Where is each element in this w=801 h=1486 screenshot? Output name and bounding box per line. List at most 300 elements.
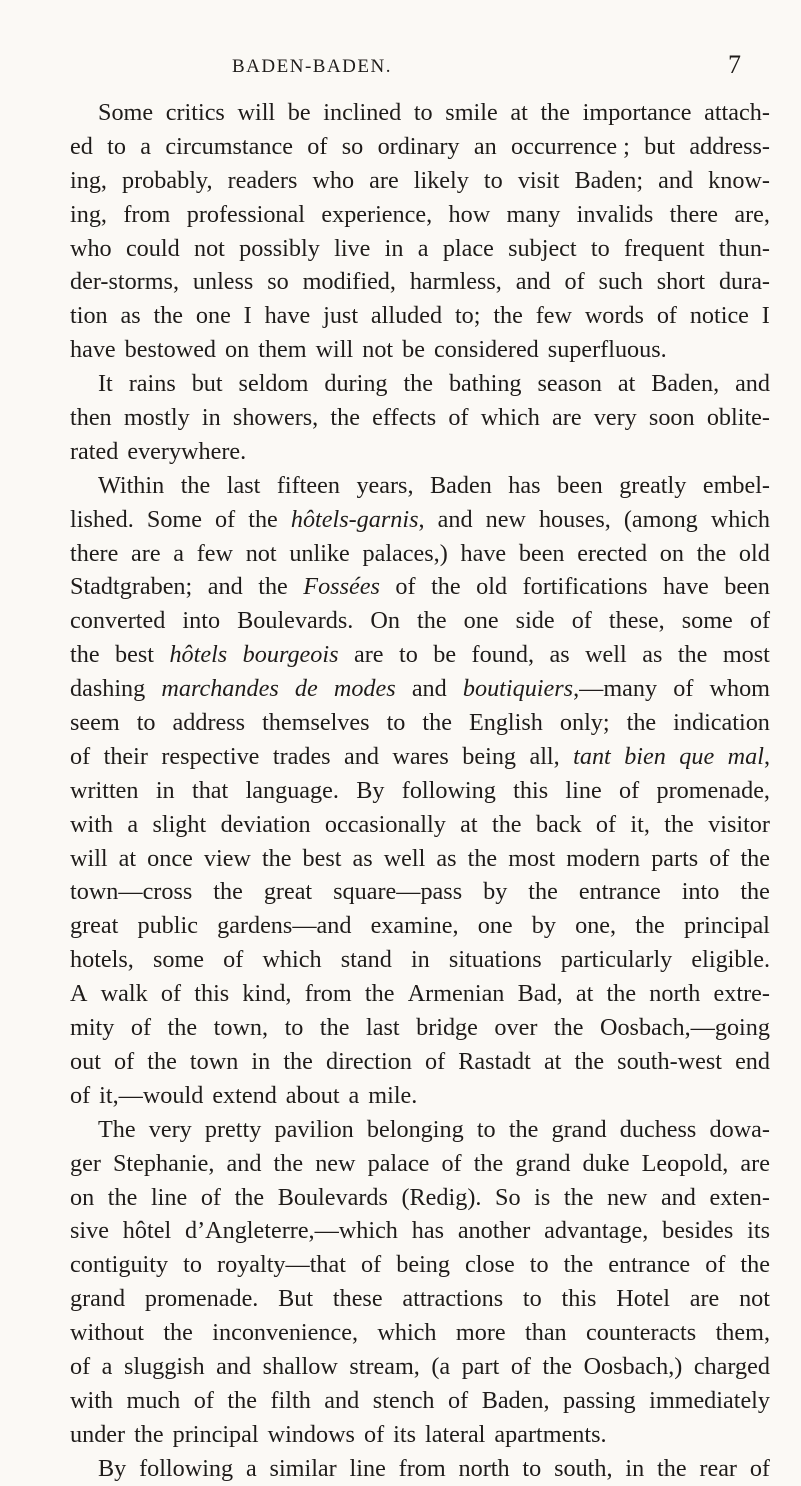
word: to (107, 132, 126, 160)
word: great (263, 878, 313, 906)
word: north (649, 980, 701, 1008)
word: occurrence ; (510, 132, 630, 160)
word: a (127, 810, 139, 838)
word: duke (582, 1149, 630, 1177)
word: these, (608, 607, 665, 635)
word: one (477, 912, 513, 940)
word: erected (577, 539, 648, 567)
word: into (681, 878, 720, 906)
word: are (552, 404, 582, 432)
word: of (425, 1047, 446, 1075)
word: a (140, 132, 152, 160)
word: and (207, 573, 243, 601)
word: with (70, 1386, 114, 1414)
word: hôtel (122, 1217, 172, 1245)
text-line (70, 570, 770, 604)
word: end (735, 1047, 770, 1075)
word: not (362, 336, 394, 364)
word: been (724, 573, 770, 601)
word: harmless, (409, 268, 502, 296)
word: a (101, 1352, 113, 1380)
word: there (669, 200, 718, 228)
word: this (194, 980, 230, 1008)
word: sluggish (123, 1352, 205, 1380)
word: not (193, 234, 225, 262)
word: could (125, 234, 180, 262)
word: live (334, 234, 371, 262)
word: and (411, 675, 447, 703)
word: similar (269, 1454, 337, 1482)
word: public (137, 912, 198, 940)
word: new (315, 1149, 356, 1177)
word: examine, (370, 912, 459, 940)
word: considered (434, 336, 539, 364)
word: few (535, 302, 572, 330)
word: modified, (302, 268, 396, 296)
word: who (312, 166, 355, 194)
word: the (563, 1183, 594, 1211)
word: old (476, 573, 508, 601)
word: of (656, 302, 677, 330)
text-line (70, 469, 770, 503)
word: address- (689, 132, 770, 160)
word: all, (529, 742, 560, 770)
text-line (70, 943, 770, 977)
word: of (70, 742, 91, 770)
word: Boulevards (277, 1183, 388, 1211)
word: new (485, 505, 526, 533)
text-line (70, 1079, 770, 1113)
word: north (458, 1454, 510, 1482)
word: without (70, 1319, 144, 1347)
word: from (123, 200, 171, 228)
word: which (480, 404, 540, 432)
word: be (433, 641, 457, 669)
running-head (0, 50, 801, 86)
word: just (323, 302, 359, 330)
word: contiguity (70, 1251, 169, 1279)
word: grand (515, 1149, 571, 1177)
word: written (70, 776, 139, 804)
word: the (147, 1047, 177, 1075)
word: the (542, 1352, 573, 1380)
word: town (189, 1047, 239, 1075)
word: grand (70, 1285, 126, 1313)
word: are (740, 1149, 770, 1177)
word: are (369, 166, 399, 194)
word: occasionally (324, 810, 446, 838)
word: as (352, 844, 373, 872)
word: (among (623, 505, 698, 533)
word: the (283, 1047, 313, 1075)
word: who (70, 234, 112, 262)
word: to (590, 234, 610, 262)
word: well (585, 641, 627, 669)
word: will (237, 99, 276, 126)
word: the (234, 1183, 265, 1211)
word: and (344, 742, 379, 770)
word: its (747, 1217, 770, 1245)
word: a (348, 1081, 360, 1109)
word: the (364, 980, 395, 1008)
word: but (644, 132, 676, 160)
word: of (595, 810, 617, 838)
word: invalids (576, 200, 654, 228)
text-line (70, 265, 770, 299)
text-line (70, 638, 770, 672)
word: the (740, 1251, 770, 1279)
word: trades (272, 742, 331, 770)
word: de (294, 675, 318, 703)
word: to (529, 1251, 549, 1279)
word: lateral (424, 1420, 486, 1448)
word: mal, (727, 742, 770, 770)
word: soon (648, 404, 695, 432)
text-line (70, 198, 770, 232)
text-line (70, 1350, 770, 1384)
word: the (70, 641, 100, 669)
word: dowa- (709, 1115, 770, 1143)
word: Stephanie, (112, 1149, 215, 1177)
word: Hotel (616, 1285, 670, 1313)
word: besides (662, 1217, 734, 1245)
text-line (70, 130, 770, 164)
word: situations (448, 946, 542, 974)
word: dashing (70, 675, 146, 703)
word: as (642, 641, 663, 669)
word: The (98, 1115, 136, 1143)
word: to (413, 99, 433, 126)
word: professional (186, 200, 305, 228)
word: its (393, 1420, 416, 1448)
word: extend (212, 1081, 277, 1109)
word: filth (270, 1386, 311, 1414)
word: and (216, 1352, 252, 1380)
word: out (70, 1047, 101, 1075)
word: in (155, 776, 175, 804)
word: But (278, 1285, 314, 1313)
text-line (70, 503, 770, 537)
word: notice (689, 302, 749, 330)
word: que (679, 742, 715, 770)
word: words (584, 302, 644, 330)
word: them, (715, 1319, 770, 1347)
word: rains (128, 370, 176, 398)
word: palace (367, 1149, 430, 1177)
word: are, (734, 200, 770, 228)
word: modern (566, 844, 641, 872)
word: to (522, 1285, 542, 1313)
word: the (626, 709, 657, 737)
word: has (411, 1217, 444, 1245)
word: the (261, 844, 292, 872)
word: know- (708, 166, 770, 194)
word: kind, (242, 980, 292, 1008)
word: of (673, 675, 694, 703)
word: superfluous. (547, 336, 667, 364)
word: of (510, 1352, 531, 1380)
word: Some (146, 505, 202, 533)
word: direction (325, 1047, 412, 1075)
word: address (172, 709, 246, 737)
word: of (619, 776, 640, 804)
word: the (467, 844, 498, 872)
word: much (126, 1386, 181, 1414)
word: attach- (704, 99, 770, 126)
word: alluded (370, 302, 443, 330)
word: ing, (70, 166, 107, 194)
word: apartments. (494, 1420, 607, 1448)
word: old (738, 539, 770, 567)
word: tant (573, 742, 611, 770)
word: in (625, 1454, 645, 1482)
word: a (245, 1454, 257, 1482)
text-line (70, 672, 770, 706)
word: one (195, 302, 231, 330)
word: the (606, 980, 637, 1008)
running-head-title: BADEN-BADEN. (232, 56, 392, 77)
word: Leopold, (641, 1149, 729, 1177)
word: some (681, 607, 733, 635)
word: view (203, 844, 251, 872)
word: this (561, 1285, 597, 1313)
word: palaces,) (362, 539, 448, 567)
word: the (493, 302, 523, 330)
text-line (70, 232, 770, 266)
word: Some (98, 99, 154, 126)
word: the (258, 573, 288, 601)
word: by (531, 912, 556, 940)
word: from (398, 1454, 446, 1482)
word: of (749, 607, 770, 635)
word: are (689, 1285, 720, 1313)
text-line (70, 1113, 770, 1147)
word: in (384, 234, 404, 262)
word: be (402, 336, 425, 364)
word: seem (70, 709, 120, 737)
word: promenade, (656, 776, 770, 804)
word: pretty (204, 1115, 262, 1143)
word: best (302, 844, 342, 872)
word: indication (673, 709, 770, 737)
word: their (103, 742, 148, 770)
word: the (319, 1014, 350, 1042)
word: possibly (239, 234, 320, 262)
word: the (248, 505, 278, 533)
word: unlike (289, 539, 350, 567)
text-line (70, 977, 770, 1011)
word: of (705, 1251, 726, 1279)
word: stream, (349, 1352, 420, 1380)
word: found, (471, 641, 535, 669)
word: Bad, (517, 980, 563, 1008)
word: but (191, 370, 223, 398)
word: walk (100, 980, 148, 1008)
word: the (657, 1454, 687, 1482)
word: ed (70, 132, 93, 160)
text-line (70, 1282, 770, 1316)
word: the (227, 1386, 257, 1414)
word: south-west (617, 1047, 722, 1075)
word: the (508, 1115, 539, 1143)
word: principal (172, 1420, 259, 1448)
word: showers, (232, 404, 319, 432)
word: very (593, 404, 637, 432)
word: royalty—that (217, 1251, 346, 1279)
word: (a (431, 1352, 451, 1380)
word: have (264, 302, 311, 330)
word: and (515, 268, 551, 296)
word: fortifications (522, 573, 648, 601)
text-line (70, 435, 770, 469)
word: Rastadt (458, 1047, 531, 1075)
word: of (215, 505, 236, 533)
word: passing (563, 1386, 636, 1414)
word: English (468, 709, 543, 737)
word: modes (333, 675, 396, 703)
word: from (304, 980, 352, 1008)
text-line (70, 1045, 770, 1079)
word: oblite- (706, 404, 770, 432)
word: them (258, 336, 307, 364)
word: short (656, 268, 706, 296)
word: likely (413, 166, 469, 194)
word: not (245, 539, 277, 567)
word: it, (630, 810, 650, 838)
word: is (534, 1183, 551, 1211)
word: the (403, 370, 434, 398)
word: slight (152, 810, 207, 838)
word: wares (392, 742, 449, 770)
word: town, (213, 1014, 269, 1042)
word: these (332, 1285, 383, 1313)
word: under (70, 1420, 126, 1448)
word: duchess (619, 1115, 697, 1143)
word: another (457, 1217, 531, 1245)
word: to (476, 1115, 496, 1143)
word: ordinary (377, 132, 460, 160)
word: will (315, 336, 354, 364)
word: well (383, 844, 426, 872)
word: side (515, 607, 555, 635)
word: at (543, 1047, 562, 1075)
text-line (70, 1011, 770, 1045)
word: belonging (366, 1115, 464, 1143)
word: in (201, 404, 221, 432)
word: inconvenience, (212, 1319, 358, 1347)
word: whom (709, 675, 770, 703)
word: most (722, 641, 770, 669)
word: very (148, 1115, 192, 1143)
word: of (70, 1081, 91, 1109)
word: hotels, (70, 946, 134, 974)
word: bathing (448, 370, 522, 398)
word: Baden, (481, 1386, 550, 1414)
page-number: 7 (728, 50, 741, 79)
word: an (473, 132, 497, 160)
word: der-storms, (70, 268, 180, 296)
word: best (115, 641, 154, 669)
word: of (130, 1014, 152, 1042)
word: stand (340, 946, 392, 974)
word: Baden, (651, 370, 720, 398)
word: windows (267, 1420, 355, 1448)
word: mile. (368, 1081, 418, 1109)
word: as (436, 844, 457, 872)
word: the (330, 404, 360, 432)
word: in (410, 946, 430, 974)
word: of (193, 1386, 214, 1414)
word: the (273, 1149, 304, 1177)
text-line (70, 909, 770, 943)
word: at (460, 810, 478, 838)
word: to (483, 166, 503, 194)
word: with (70, 810, 114, 838)
word: the (107, 1183, 138, 1211)
word: readers (227, 166, 298, 194)
word: tion (70, 302, 108, 330)
word: south, (554, 1454, 613, 1482)
text-line (70, 401, 770, 435)
word: most (508, 844, 556, 872)
word: A (70, 980, 88, 1008)
word: embel- (702, 471, 770, 499)
word: advantage, (544, 1217, 649, 1245)
word: shallow (262, 1352, 338, 1380)
word: extre- (713, 980, 770, 1008)
word: charged (693, 1352, 770, 1380)
word: the (417, 607, 447, 635)
word: entrance (608, 1251, 691, 1279)
word: last (365, 1014, 400, 1042)
word: as (549, 641, 570, 669)
word: hôtels (169, 641, 228, 669)
word: which (262, 946, 322, 974)
word: on (225, 336, 250, 364)
word: the (635, 912, 665, 940)
word: of (395, 573, 416, 601)
word: By (98, 1454, 127, 1482)
word: have (460, 539, 507, 567)
word: thun- (718, 234, 770, 262)
word: the (180, 471, 211, 499)
text-line (70, 1418, 770, 1452)
word: line (150, 1183, 188, 1211)
word: bourgeois (242, 641, 339, 669)
word: everywhere. (127, 437, 247, 465)
word: d’Angleterre,—which (185, 1217, 398, 1245)
word: effects (372, 404, 437, 432)
word: of (160, 980, 182, 1008)
word: dura- (718, 268, 770, 296)
word: so (341, 132, 364, 160)
word: Stadtgraben; (70, 573, 193, 601)
word: at (510, 99, 528, 126)
word: Oosbach,) (583, 1352, 683, 1380)
word: to (284, 1014, 304, 1042)
word: be (287, 99, 311, 126)
word: one (463, 607, 499, 635)
word: a (417, 234, 429, 262)
text-line (70, 774, 770, 808)
word: at (575, 980, 594, 1008)
word: the (431, 573, 461, 601)
word: the (491, 810, 522, 838)
word: are (131, 539, 161, 567)
word: at (617, 370, 636, 398)
word: houses, (538, 505, 611, 533)
word: greatly (619, 471, 687, 499)
